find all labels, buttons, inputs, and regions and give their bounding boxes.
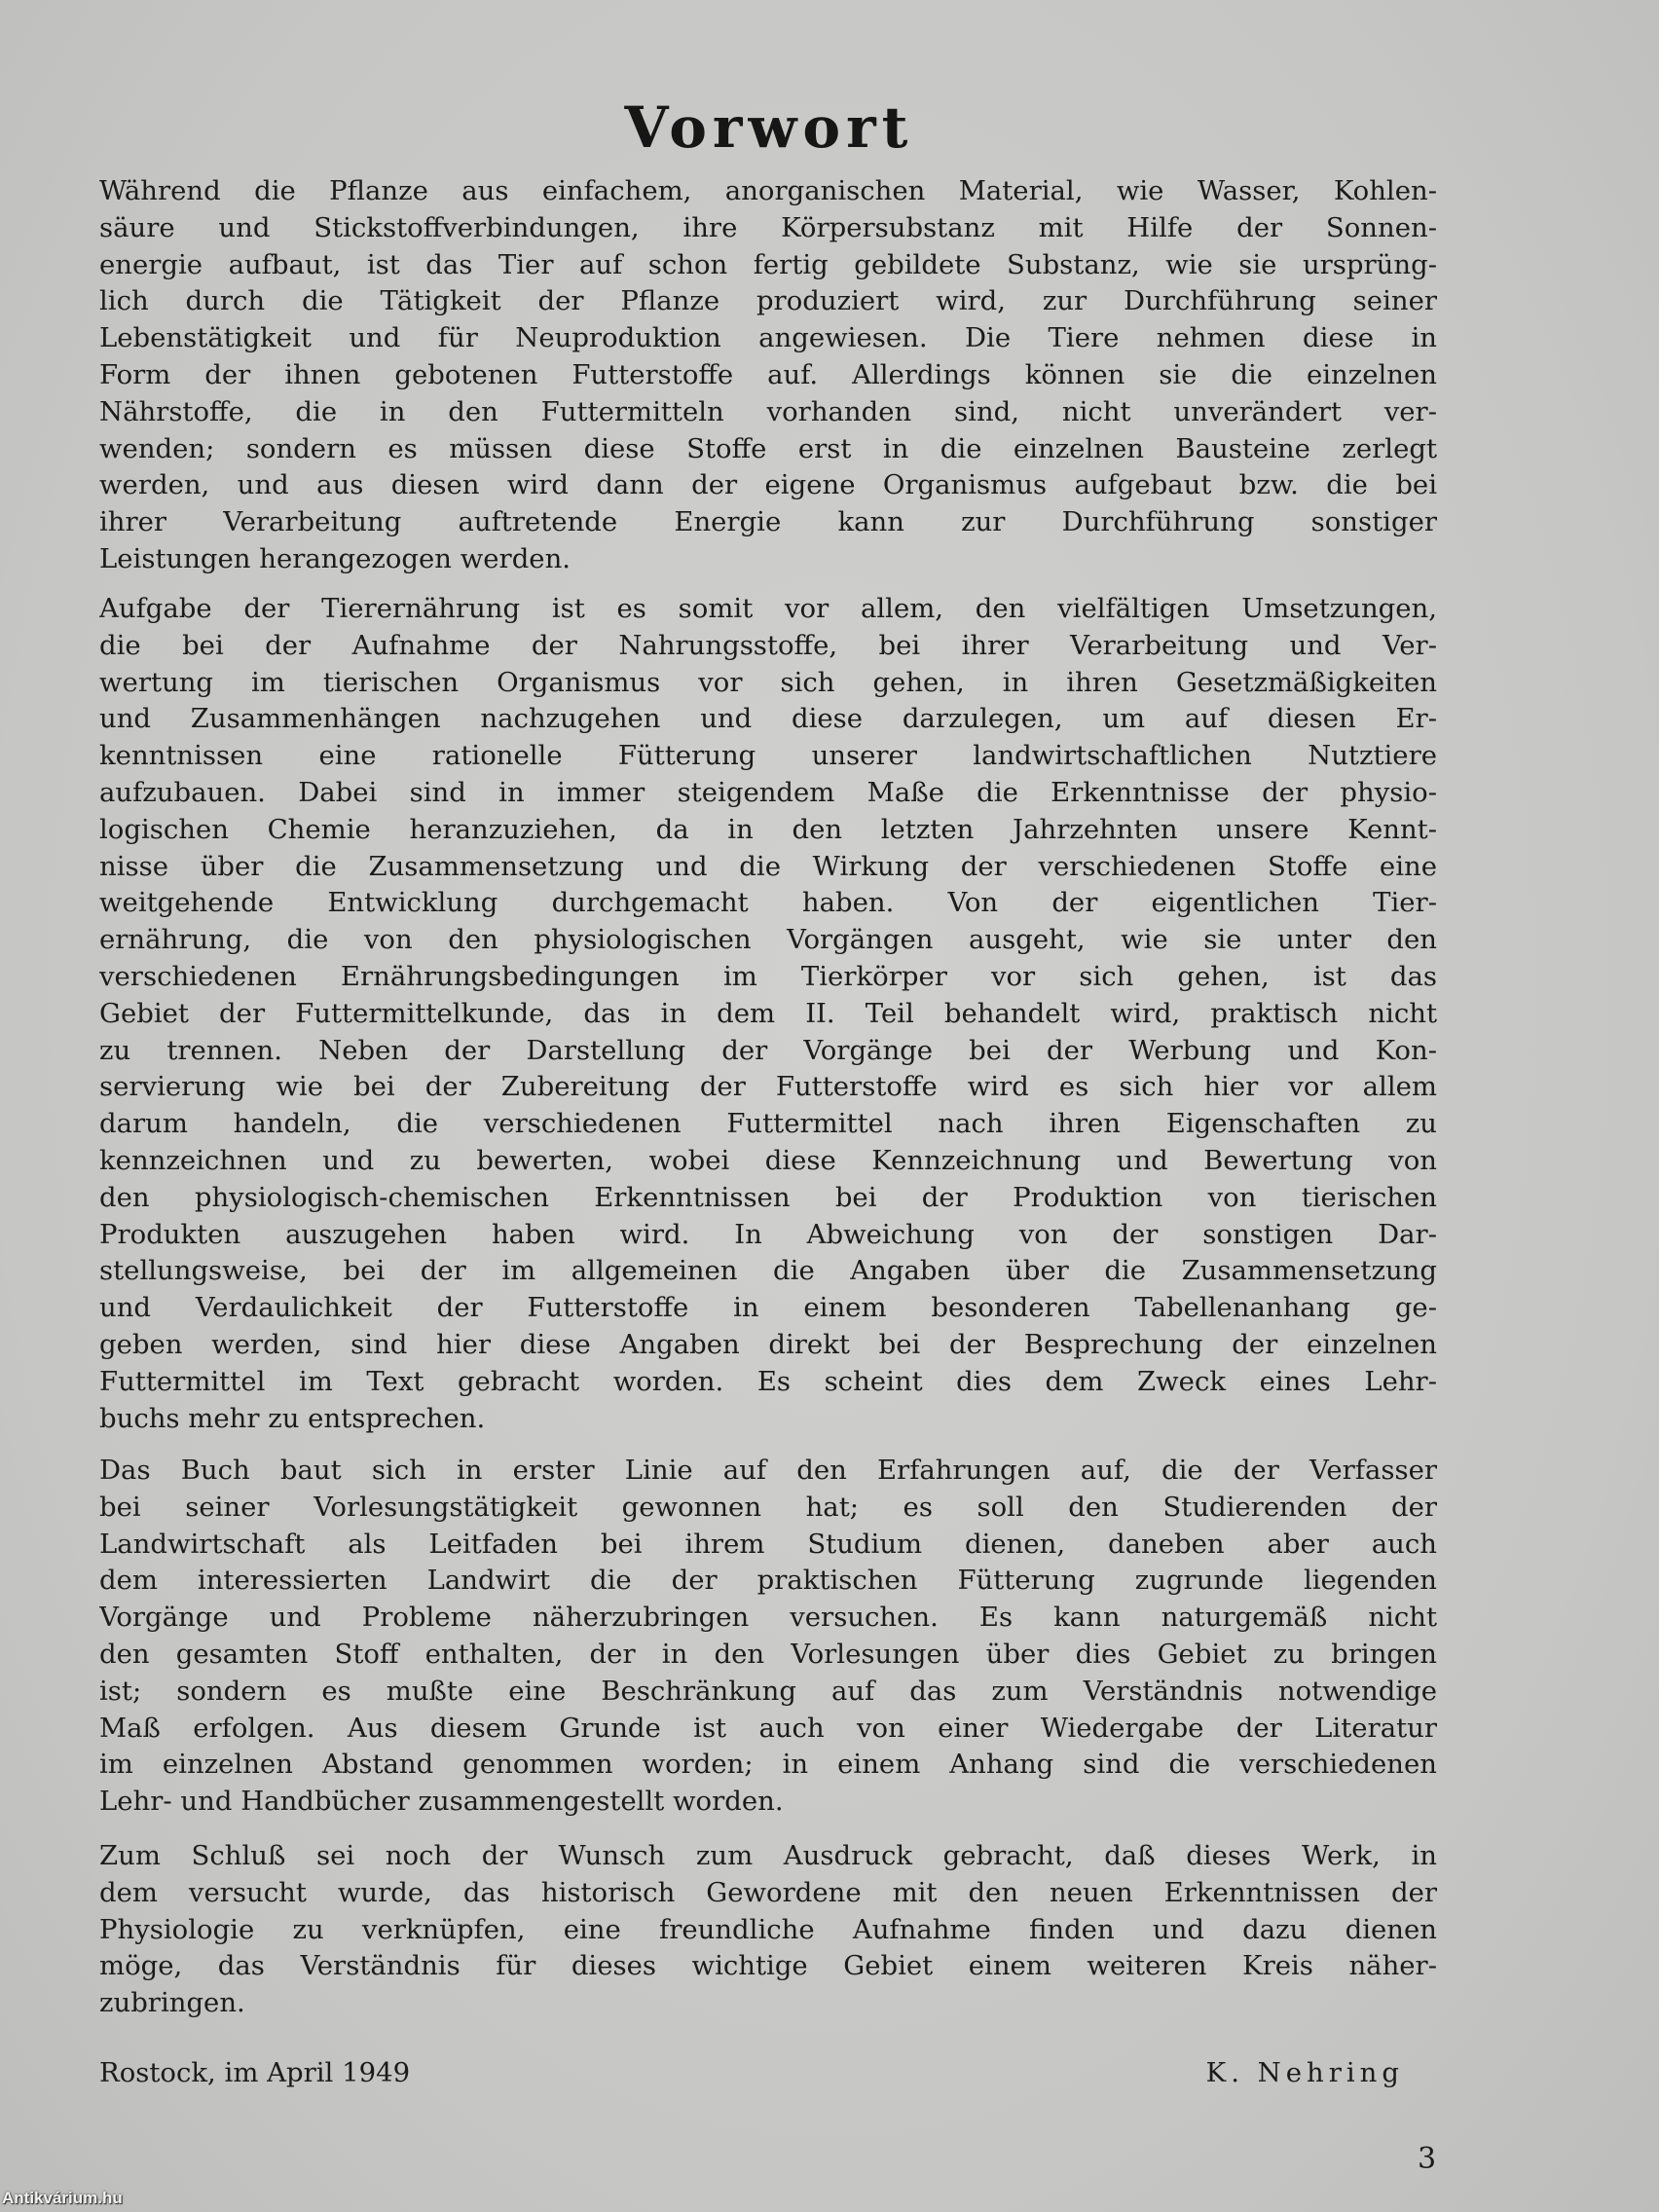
author-signature: K. Nehring bbox=[1205, 2057, 1404, 2088]
paragraph-4 bbox=[99, 1838, 1437, 2022]
text-line: Während die Pflanze aus einfachem, anorganischen Material, wie Wasser, Kohlen- bbox=[99, 175, 1437, 206]
text-line: Das Buch baut sich in erster Linie auf den Erfahrungen auf, die der Verfasser bbox=[99, 1455, 1437, 1486]
text-line: verschiedenen Ernährungsbedingungen im Tierkörper vor sich gehen, ist das bbox=[99, 960, 1437, 992]
paragraph-3 bbox=[99, 1453, 1437, 1821]
text-line: und Verdaulichkeit der Futterstoffe in einem besonderen Tabellenanhang ge- bbox=[99, 1292, 1437, 1324]
text-line: nisse über die Zusammensetzung und die Wirkung der verschiedenen Stoffe eine bbox=[99, 850, 1437, 882]
paragraph-1 bbox=[99, 173, 1437, 578]
text-line: ist; sondern es mußte eine Beschränkung auf das zum Verständnis notwendige bbox=[99, 1675, 1437, 1707]
text-line: buchs mehr zu entsprechen. bbox=[99, 1402, 486, 1434]
text-line: und Zusammenhängen nachzugehen und diese darzulegen, um auf diesen Er- bbox=[99, 703, 1437, 735]
text-line: Aufgabe der Tierernährung ist es somit vor allem, den vielfältigen Umsetzungen, bbox=[99, 593, 1437, 624]
paragraph-2 bbox=[99, 591, 1437, 1437]
text-line: servierung wie bei der Zubereitung der Futterstoffe wird es sich hier vor allem bbox=[99, 1071, 1437, 1103]
text-line: Zum Schluß sei noch der Wunsch zum Ausdruck gebracht, daß dieses Werk, in bbox=[99, 1840, 1437, 1871]
text-line: den physiologisch-chemischen Erkenntnissen bei der Produktion von tierischen bbox=[99, 1181, 1437, 1213]
text-line: Futtermittel im Text gebracht worden. Es scheint dies dem Zweck eines Lehr- bbox=[99, 1365, 1437, 1397]
text-line: den gesamten Stoff enthalten, der in den Vorlesungen über dies Gebiet zu bringen bbox=[99, 1638, 1437, 1670]
text-line: möge, das Verständnis für dieses wichtige Gebiet einem weiteren Kreis näher- bbox=[99, 1950, 1437, 1982]
text-line: Landwirtschaft als Leitfaden bei ihrem Studium dienen, daneben aber auch bbox=[99, 1528, 1437, 1560]
text-line: Gebiet der Futtermittelkunde, das in dem II. Teil behandelt wird, praktisch nicht bbox=[99, 997, 1437, 1029]
text-line: werden, und aus diesen wird dann der eigene Organismus aufgebaut bzw. die bei bbox=[99, 469, 1437, 501]
text-line: im einzelnen Abstand genommen worden; in einem Anhang sind die verschiedenen bbox=[99, 1749, 1437, 1781]
text-line: stellungsweise, bei der im allgemeinen die Angaben über die Zusammensetzung bbox=[99, 1255, 1437, 1287]
text-line: Physiologie zu verknüpfen, eine freundliche Aufnahme finden und dazu dienen bbox=[99, 1913, 1437, 1945]
text-line: Vorgänge und Probleme näherzubringen versuchen. Es kann naturgemäß nicht bbox=[99, 1602, 1437, 1634]
text-line: dem versucht wurde, das historisch Gewordene mit den neuen Erkenntnissen der bbox=[99, 1876, 1437, 1908]
text-line: weitgehende Entwicklung durchgemacht haben. Von der eigentlichen Tier- bbox=[99, 887, 1437, 919]
watermark: Antikvárium.hu bbox=[2, 2189, 123, 2207]
text-line: dem interessierten Landwirt die der praktischen Fütterung zugrunde liegenden bbox=[99, 1565, 1437, 1597]
text-line: zubringen. bbox=[99, 1987, 245, 2019]
text-line: Lehr- und Handbücher zusammengestellt worden. bbox=[99, 1786, 784, 1818]
text-line: lich durch die Tätigkeit der Pflanze produziert wird, zur Durchführung seiner bbox=[99, 285, 1437, 317]
text-line: Form der ihnen gebotenen Futterstoffe auf. Allerdings können sie die einzelnen bbox=[99, 358, 1437, 390]
page-number: 3 bbox=[1418, 2142, 1437, 2176]
text-line: aufzubauen. Dabei sind in immer steigendem Maße die Erkenntnisse der physio- bbox=[99, 776, 1437, 808]
text-line: kenntnissen eine rationelle Fütterung unserer landwirtschaftlichen Nutztiere bbox=[99, 740, 1437, 772]
text-line: logischen Chemie heranzuziehen, da in den letzten Jahrzehnten unsere Kennt- bbox=[99, 813, 1437, 845]
text-line: zu trennen. Neben der Darstellung der Vorgänge bei der Werbung und Kon- bbox=[99, 1034, 1437, 1066]
text-line: Leistungen herangezogen werden. bbox=[99, 542, 571, 574]
page-title: Vorwort bbox=[624, 93, 914, 161]
text-line: bei seiner Vorlesungstätigkeit gewonnen hat; es soll den Studierenden der bbox=[99, 1491, 1437, 1523]
text-line: darum handeln, die verschiedenen Futtermittel nach ihren Eigenschaften zu bbox=[99, 1108, 1437, 1140]
text-line: geben werden, sind hier diese Angaben direkt bei der Besprechung der einzelnen bbox=[99, 1328, 1437, 1360]
place-date: Rostock, im April 1949 bbox=[99, 2057, 411, 2088]
text-line: Maß erfolgen. Aus diesem Grunde ist auch von einer Wiedergabe der Literatur bbox=[99, 1712, 1437, 1744]
text-line: energie aufbaut, ist das Tier auf schon fertig gebildete Substanz, wie sie ursprüng- bbox=[99, 248, 1437, 280]
text-line: kennzeichnen und zu bewerten, wobei diese Kennzeichnung und Bewertung von bbox=[99, 1144, 1437, 1176]
text-line: ernährung, die von den physiologischen Vorgängen ausgeht, wie sie unter den bbox=[99, 924, 1437, 956]
text-line: säure und Stickstoffverbindungen, ihre Körpersubstanz mit Hilfe der Sonnen- bbox=[99, 211, 1437, 243]
text-line: Lebenstätigkeit und für Neuproduktion angewiesen. Die Tiere nehmen diese in bbox=[99, 322, 1437, 354]
text-line: wertung im tierischen Organismus vor sich gehen, in ihren Gesetzmäßigkeiten bbox=[99, 666, 1437, 698]
text-line: die bei der Aufnahme der Nahrungsstoffe, bei ihrer Verarbeitung und Ver- bbox=[99, 629, 1437, 661]
text-line: Nährstoffe, die in den Futtermitteln vorhanden sind, nicht unverändert ver- bbox=[99, 395, 1437, 427]
text-line: Produkten auszugehen haben wird. In Abweichung von der sonstigen Dar- bbox=[99, 1218, 1437, 1250]
text-line: wenden; sondern es müssen diese Stoffe erst in die einzelnen Bausteine zerlegt bbox=[99, 432, 1437, 464]
text-line: ihrer Verarbeitung auftretende Energie kann zur Durchführung sonstiger bbox=[99, 506, 1437, 538]
